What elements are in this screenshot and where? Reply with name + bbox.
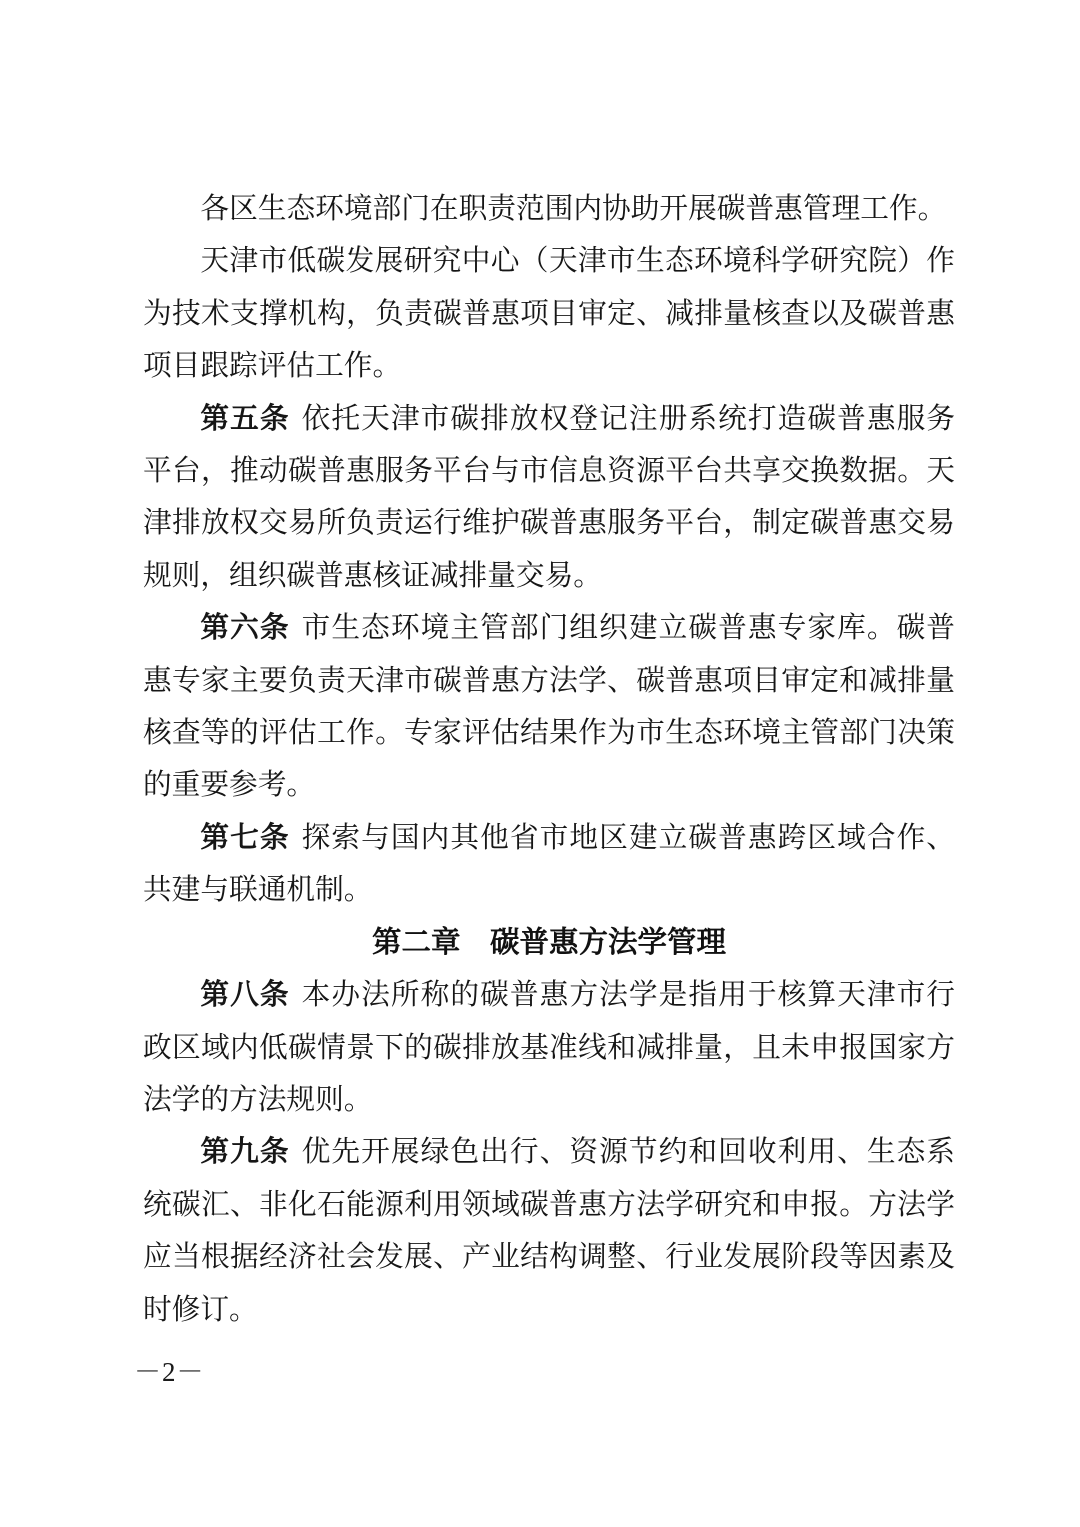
article-5-label: 第五条 xyxy=(200,402,290,435)
article-7-text: 探索与国内其他省市地区建立碳普惠跨区域合作、共建与联通机制。 xyxy=(143,821,955,907)
article-9-text: 优先开展绿色出行、资源节约和回收利用、生态系统碳汇、非化石能源利用领域碳普惠方法学研究和申报。方法学应当根据经济社会发展、产业结构调整、行业发展阶段等因素及时修订。 xyxy=(143,1136,955,1326)
document-body xyxy=(143,183,955,1336)
article-7-label: 第七条 xyxy=(200,821,290,854)
para-research-center xyxy=(143,235,955,392)
article-8 xyxy=(143,969,955,1126)
chapter-2-heading: 第二章 碳普惠方法学管理 xyxy=(371,925,726,959)
article-8-text: 本办法所称的碳普惠方法学是指用于核算天津市行政区域内低碳情景下的碳排放基准线和减排量，且未申报国家方法学的方法规则。 xyxy=(143,979,955,1116)
article-5 xyxy=(143,393,955,603)
article-9-label: 第九条 xyxy=(200,1136,290,1169)
page-number: －2－ xyxy=(134,1357,205,1387)
para-district-departments xyxy=(143,183,955,235)
article-6 xyxy=(143,602,955,812)
article-8-label: 第八条 xyxy=(200,979,290,1012)
article-6-text: 市生态环境主管部门组织建立碳普惠专家库。碳普惠专家主要负责天津市碳普惠方法学、碳普惠项目审定和减排量核查等的评估工作。专家评估结果作为市生态环境主管部门决策的重要参考。 xyxy=(143,612,955,802)
article-5-text: 依托天津市碳排放权登记注册系统打造碳普惠服务平台，推动碳普惠服务平台与市信息资源平台共享交换数据。天津排放权交易所负责运行维护碳普惠服务平台，制定碳普惠交易规则，组织碳普惠核证减排量交易。 xyxy=(143,402,955,592)
para-text: 各区生态环境部门在职责范围内协助开展碳普惠管理工作。 xyxy=(200,193,947,225)
para-text: 天津市低碳发展研究中心（天津市生态环境科学研究院）作为技术支撑机构，负责碳普惠项目审定、减排量核查以及碳普惠项目跟踪评估工作。 xyxy=(143,245,955,383)
article-9 xyxy=(143,1126,955,1336)
article-7 xyxy=(143,812,955,917)
article-6-label: 第六条 xyxy=(200,612,290,645)
